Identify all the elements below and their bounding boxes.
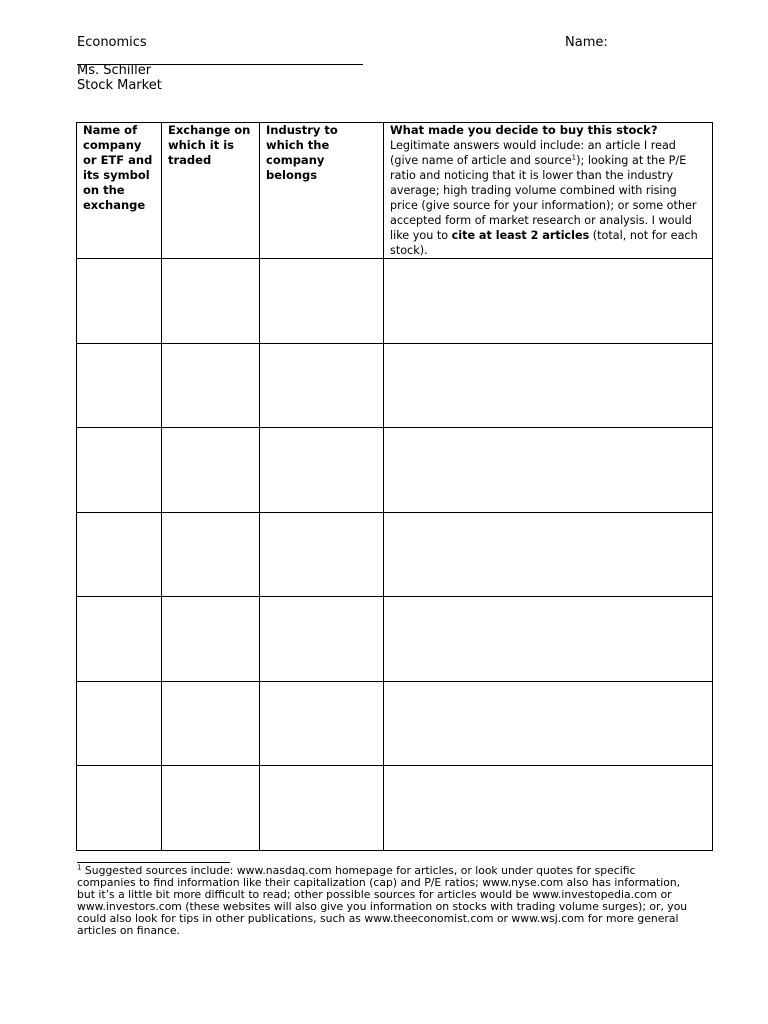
- footnote-separator: [77, 862, 230, 863]
- company-cell[interactable]: [77, 681, 162, 766]
- reason-cell[interactable]: [384, 428, 713, 513]
- company-cell[interactable]: [77, 343, 162, 428]
- footnote-reference: 1: [571, 153, 577, 162]
- reason-cell[interactable]: [384, 597, 713, 682]
- reason-cell[interactable]: [384, 259, 713, 344]
- footnote: [77, 865, 689, 937]
- company-cell[interactable]: [77, 512, 162, 597]
- industry-cell[interactable]: [260, 428, 384, 513]
- teacher-name: Ms. Schiller: [77, 63, 152, 78]
- name-label: Name:: [565, 35, 608, 50]
- cite-emphasis: cite at least 2 articles: [451, 229, 590, 242]
- industry-cell[interactable]: [260, 766, 384, 851]
- industry-cell[interactable]: [260, 259, 384, 344]
- reason-cell[interactable]: [384, 766, 713, 851]
- subject-label: Economics: [77, 35, 147, 50]
- exchange-cell[interactable]: [162, 259, 260, 344]
- exchange-cell[interactable]: [162, 766, 260, 851]
- stock-table: [76, 122, 713, 851]
- table-row: [77, 343, 713, 428]
- header-industry: Industry to which the company belongs: [260, 123, 384, 259]
- company-cell[interactable]: [77, 766, 162, 851]
- company-cell[interactable]: [77, 428, 162, 513]
- header-reason: [384, 123, 713, 259]
- header-company: Name of company or ETF and its symbol on the exchange: [77, 123, 162, 259]
- table-row: [77, 259, 713, 344]
- footnote-text: Suggested sources include: www.nasdaq.com homepage for articles, or look under quotes for specific companies to find information like their capitalization (cap) and P/E ratios; www.nyse.com also has information, but it’s a little bit more difficult to read; other possible sources for articles would be www.investopedia.com or www.investors.com (these websites will also give you information on stocks with trading volume surges); or, you could also look for tips in other publications, such as www.theeconomist.com or www.wsj.com for more general articles on finance.: [77, 864, 688, 937]
- header-exchange: Exchange on which it is traded: [162, 123, 260, 259]
- exchange-cell[interactable]: [162, 597, 260, 682]
- exchange-cell[interactable]: [162, 428, 260, 513]
- exchange-cell[interactable]: [162, 343, 260, 428]
- industry-cell[interactable]: [260, 681, 384, 766]
- table-row: [77, 428, 713, 513]
- table-row: [77, 597, 713, 682]
- industry-cell[interactable]: [260, 597, 384, 682]
- exchange-cell[interactable]: [162, 681, 260, 766]
- company-cell[interactable]: [77, 597, 162, 682]
- industry-cell[interactable]: [260, 512, 384, 597]
- question-title: What made you decide to buy this stock?: [390, 123, 658, 137]
- table-header-row: [77, 123, 713, 259]
- footnote-mark: 1: [77, 863, 82, 872]
- table-row: [77, 681, 713, 766]
- exchange-cell[interactable]: [162, 512, 260, 597]
- unit-title: Stock Market: [77, 78, 162, 93]
- table-row: [77, 512, 713, 597]
- reason-cell[interactable]: [384, 681, 713, 766]
- table-row: [77, 766, 713, 851]
- company-cell[interactable]: [77, 259, 162, 344]
- reason-cell[interactable]: [384, 343, 713, 428]
- question-instructions: Legitimate answers would include: an article I read (give name of article and source$^1$); looking at the P/E ratio and noticing that it is lower than the industry average; high trading volume combined with rising price (give source for your information); or some other accepted form of market research or analysis. I would like you to cite at least 2 articles (total, not for each stock).: [390, 139, 698, 257]
- reason-cell[interactable]: [384, 512, 713, 597]
- industry-cell[interactable]: [260, 343, 384, 428]
